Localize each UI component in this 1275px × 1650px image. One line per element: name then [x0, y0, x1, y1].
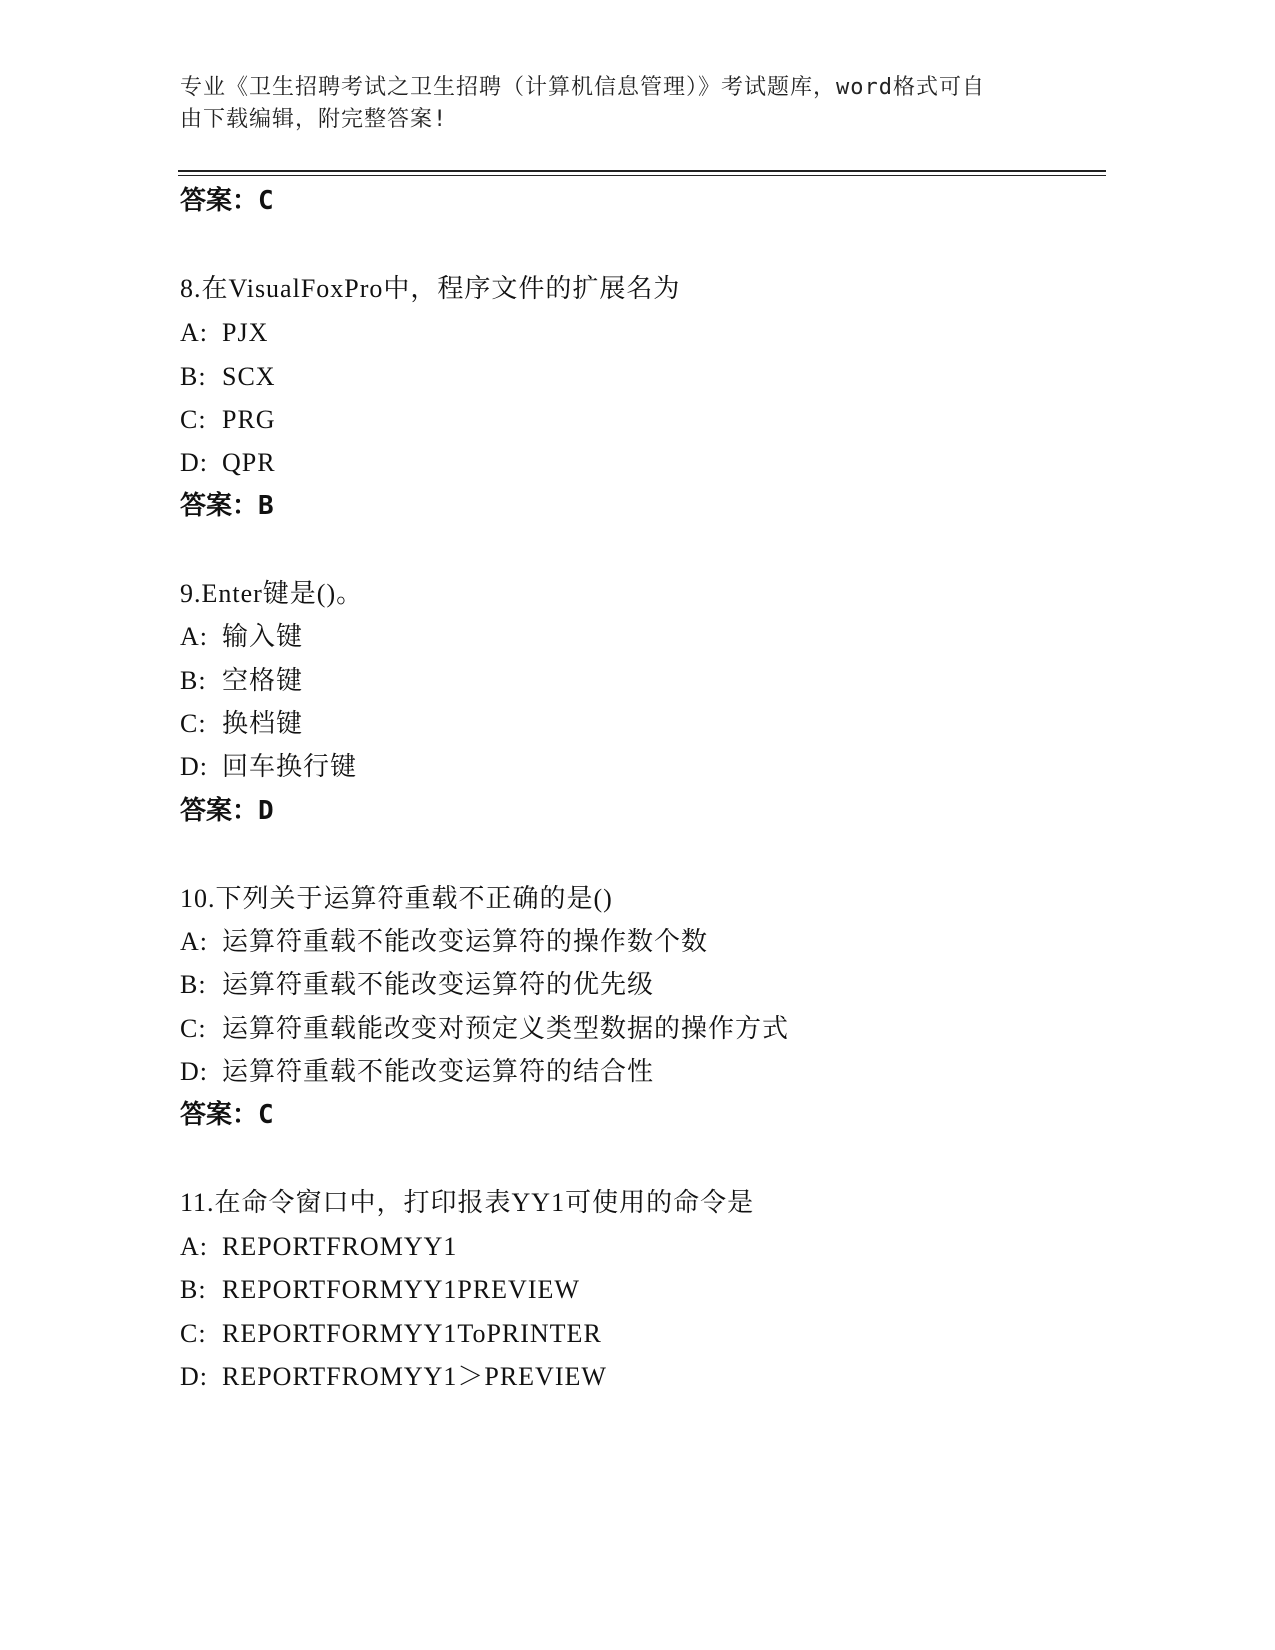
- question-8-option-d: [180, 446, 276, 480]
- option-text: 运算符重载不能改变运算符的操作数个数: [222, 927, 709, 956]
- option-text: REPORTFROMYY1＞PREVIEW: [222, 1362, 607, 1391]
- option-text: 空格键: [222, 666, 304, 695]
- header-line-1: 专业《卫生招聘考试之卫生招聘（计算机信息管理）》考试题库，word格式可自: [180, 75, 985, 100]
- option-text: 运算符重载不能改变运算符的优先级: [222, 970, 655, 999]
- question-9-option-a: [180, 620, 303, 654]
- question-8-option-a: [180, 316, 268, 350]
- header-line-2: 由下载编辑，附完整答案!: [180, 107, 448, 132]
- option-text: REPORTFORMYY1PREVIEW: [222, 1275, 580, 1304]
- question-10-stem: 10.下列关于运算符重载不正确的是(): [180, 884, 613, 913]
- option-letter: C:: [180, 1319, 207, 1348]
- question-9-answer: 答案：D: [180, 796, 274, 826]
- option-text: 运算符重载不能改变运算符的结合性: [222, 1057, 655, 1086]
- option-letter: D:: [180, 448, 208, 477]
- question-8-option-b: [180, 360, 276, 394]
- question-11-option-d: [180, 1360, 607, 1394]
- question-11-option-a: [180, 1230, 457, 1264]
- option-text: REPORTFORMYY1ToPRINTER: [222, 1319, 602, 1348]
- option-text: 输入键: [222, 622, 304, 651]
- option-letter: C:: [180, 709, 207, 738]
- option-text: QPR: [222, 448, 276, 477]
- question-11-option-b: [180, 1273, 580, 1307]
- option-letter: A:: [180, 1232, 208, 1261]
- question-10-option-c: [180, 1012, 789, 1046]
- question-10-option-a: [180, 925, 708, 959]
- option-letter: B:: [180, 970, 207, 999]
- previous-answer: 答案：C: [180, 186, 274, 216]
- question-8-stem: 8.在VisualFoxPro中，程序文件的扩展名为: [180, 274, 681, 303]
- question-9-option-d: [180, 750, 357, 784]
- option-text: PRG: [222, 405, 276, 434]
- question-10-option-b: [180, 968, 654, 1002]
- option-letter: D:: [180, 1362, 208, 1391]
- option-letter: C:: [180, 1014, 207, 1043]
- option-text: 换档键: [222, 709, 304, 738]
- question-10-option-d: [180, 1055, 654, 1089]
- question-8-option-c: [180, 403, 276, 437]
- option-letter: D:: [180, 752, 208, 781]
- question-9-option-b: [180, 664, 303, 698]
- option-text: SCX: [222, 362, 276, 391]
- option-letter: D:: [180, 1057, 208, 1086]
- document-header: [180, 72, 1060, 136]
- option-letter: A:: [180, 318, 208, 347]
- header-divider-thick: [178, 170, 1106, 172]
- question-10-answer: 答案：C: [180, 1100, 274, 1130]
- header-divider-thin: [178, 175, 1106, 176]
- option-letter: A:: [180, 927, 208, 956]
- question-9-stem: 9.Enter键是()。: [180, 579, 364, 608]
- question-11-stem: 11.在命令窗口中，打印报表YY1可使用的命令是: [180, 1188, 755, 1217]
- question-9-option-c: [180, 707, 303, 741]
- option-text: PJX: [222, 318, 269, 347]
- option-text: REPORTFROMYY1: [222, 1232, 458, 1261]
- option-letter: C:: [180, 405, 207, 434]
- option-text: 回车换行键: [222, 752, 358, 781]
- option-text: 运算符重载能改变对预定义类型数据的操作方式: [222, 1014, 790, 1043]
- option-letter: B:: [180, 362, 207, 391]
- option-letter: B:: [180, 666, 207, 695]
- question-8-answer: 答案：B: [180, 491, 274, 521]
- option-letter: A:: [180, 622, 208, 651]
- option-letter: B:: [180, 1275, 207, 1304]
- question-11-option-c: [180, 1317, 602, 1351]
